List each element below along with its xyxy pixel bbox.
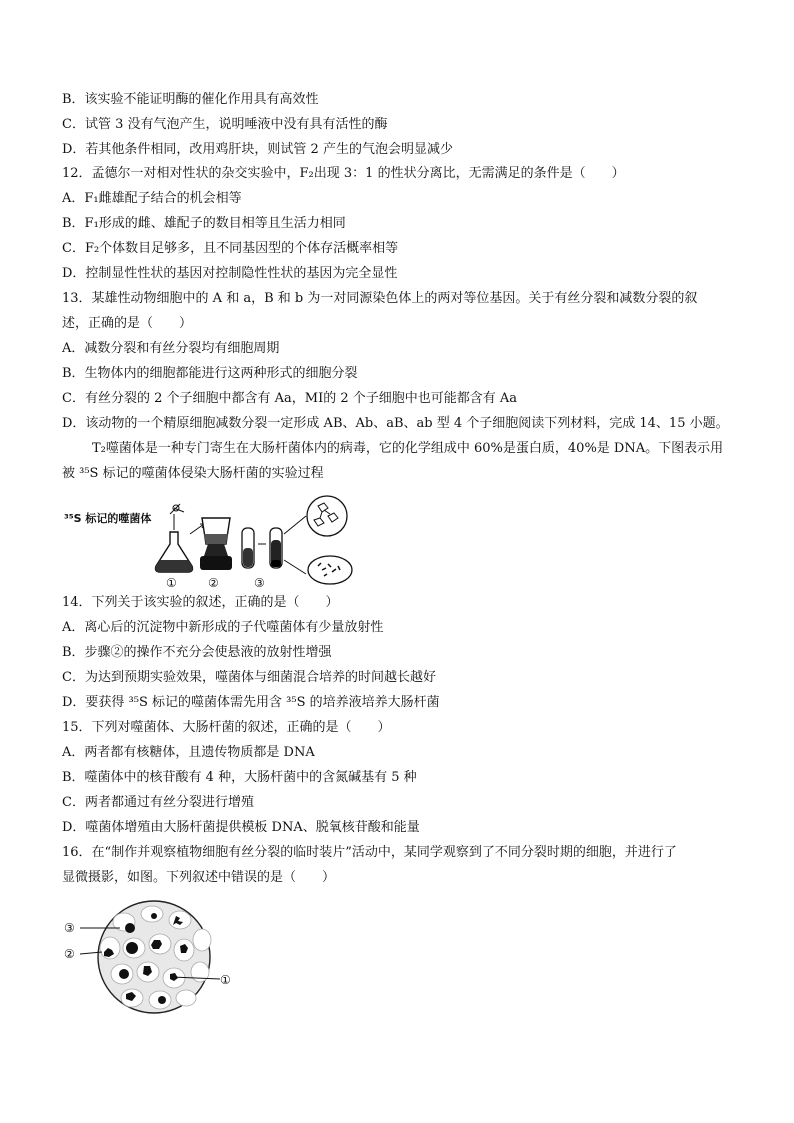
blender-icon [200,518,232,570]
option-13c: C．有丝分裂的 2 个子细胞中都含有 Aa，MⅠ的 2 个子细胞中也可能都含有 Aa [62,391,518,406]
cell-label-3: ③ [64,921,75,935]
phage-experiment-figure [62,494,362,590]
question-13-line2: 述，正确的是（ ） [62,316,193,331]
step-label-3: ③ [254,576,265,590]
material-line2: 被 ³⁵S 标记的噬菌体侵染大肠杆菌的实验过程 [62,466,324,481]
question-16-line1: 16．在“制作并观察植物细胞有丝分裂的临时装片”活动中，某同学观察到了不同分裂时期的细胞，并进行了 [62,845,677,860]
phage-label: ³⁵S 标记的噬菌体 [64,512,152,525]
supernatant-circle [307,496,347,536]
option-12d: D．控制显性性状的基因对控制隐性性状的基因为完全显性 [62,266,398,281]
cell-label-1: ① [220,973,231,987]
option-12c: C．F₂个体数目足够多，且不同基因型的个体存活概率相等 [62,241,399,256]
question-13-line1: 13．某雄性动物细胞中的 A 和 a，B 和 b 为一对同源染色体上的两对等位基因。关于有丝分裂和减数分裂的叙 [62,291,698,306]
option-13a: A．减数分裂和有丝分裂均有细胞周期 [62,341,280,356]
option-15d: D．噬菌体增殖由大肠杆菌提供模板 DNA、脱氧核苷酸和能量 [62,820,420,835]
question-15: 15．下列对噬菌体、大肠杆菌的叙述，正确的是（ ） [62,720,391,735]
step-label-2: ② [208,576,219,590]
option-14d: D．要获得 ³⁵S 标记的噬菌体需先用含 ³⁵S 的培养液培养大肠杆菌 [62,695,440,710]
tube-icon [270,528,282,568]
option-13d: D．该动物的一个精原细胞减数分裂一定形成 AB、Ab、aB、ab 型 4 个子细胞阅读下列材料，完成 14、15 小题。 [62,416,729,431]
option-13b: B．生物体内的细胞都能进行这两种形式的细胞分裂 [62,366,358,381]
sediment-circle [308,556,352,584]
option-11d: D．若其他条件相同，改用鸡肝块，则试管 2 产生的气泡会明显减少 [62,142,453,157]
option-12b: B．F₁形成的雌、雄配子的数目相等且生活力相同 [62,216,346,231]
tube-icon [242,528,254,568]
option-15c: C．两者都通过有丝分裂进行增殖 [62,795,254,810]
microscope-view-figure [62,900,242,1016]
cell-label-2: ② [64,947,75,961]
material-line1: T₂噬菌体是一种专门寄生在大肠杆菌体内的病毒，它的化学组成中 60%是蛋白质，40%是 DNA。下图表示用 [92,441,724,456]
step-label-1: ① [166,576,177,590]
option-11c: C．试管 3 没有气泡产生，说明唾液中没有具有活性的酶 [62,117,388,132]
option-14a: A．离心后的沉淀物中新形成的子代噬菌体有少量放射性 [62,620,384,635]
option-14b: B．步骤②的操作不充分会使悬液的放射性增强 [62,645,332,660]
question-14: 14．下列关于该实验的叙述，正确的是（ ） [62,595,339,610]
option-15b: B．噬菌体中的核苷酸有 4 种，大肠杆菌中的含氮碱基有 5 种 [62,770,417,785]
option-12a: A．F₁雌雄配子结合的机会相等 [62,191,242,206]
option-11b: B．该实验不能证明酶的催化作用具有高效性 [62,92,319,107]
question-16-line2: 显微摄影，如图。下列叙述中错误的是（ ） [62,870,336,885]
flask-icon [156,504,193,572]
question-12: 12．孟德尔一对相对性状的杂交实验中，F₂出现 3：1 的性状分离比，无需满足的条件是（ ） [62,166,625,181]
option-15a: A．两者都有核糖体，且遗传物质都是 DNA [62,745,315,760]
option-14c: C．为达到预期实验效果，噬菌体与细菌混合培养的时间越长越好 [62,670,436,685]
